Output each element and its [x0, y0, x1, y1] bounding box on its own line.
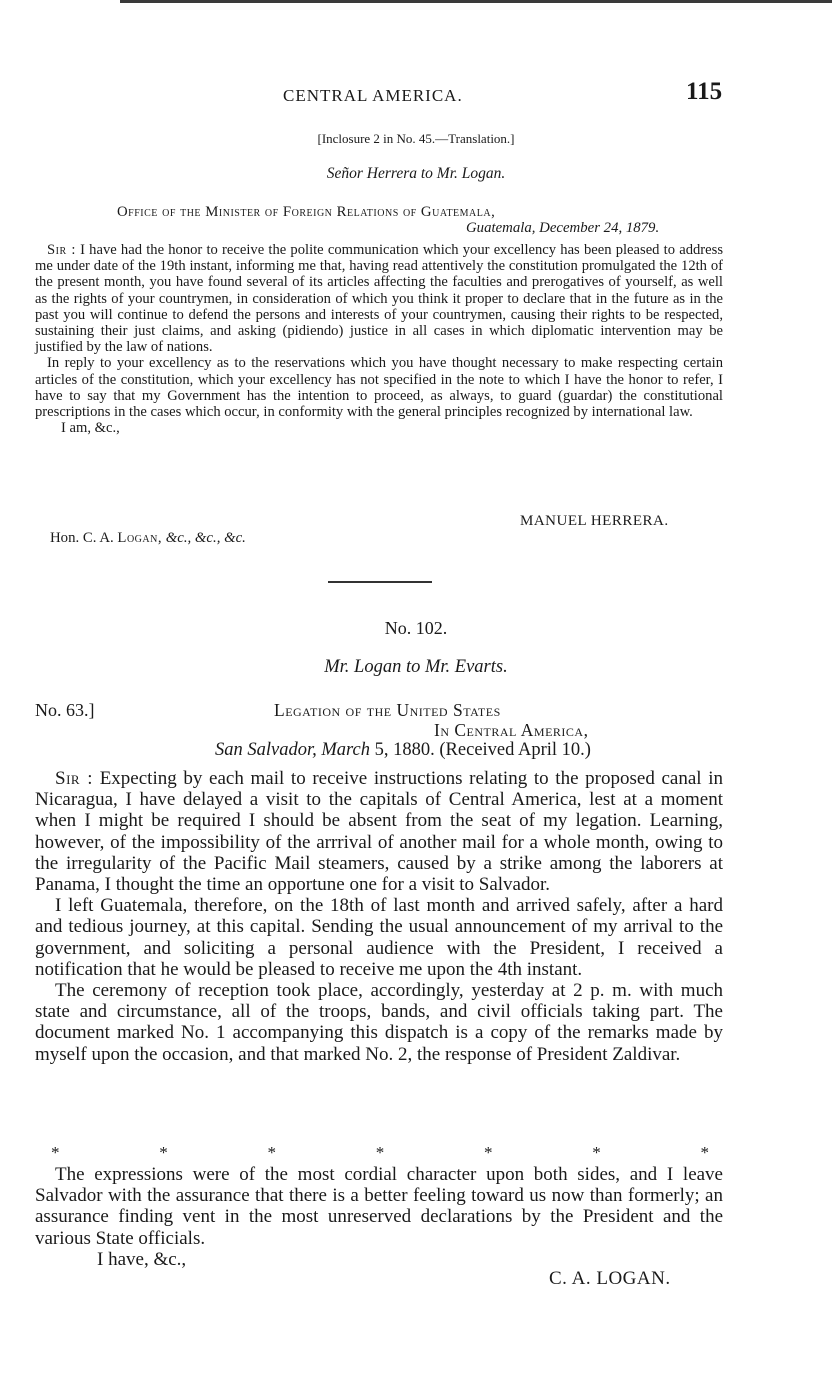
enclosure-note: [Inclosure 2 in No. 45.—Translation.] [317, 131, 515, 146]
running-header [0, 78, 832, 116]
paragraph-text: I left Guatemala, therefore, on the 18th of last month and arrived safely, after a hard and tedious journey, at this capital. Sending the usual announcement of my arrival to the government, and soliciting a personal audience with the President, I received a notification that he would be pleased to receive me upon the 4th instant. [35, 895, 723, 980]
dispatch-paragraph [35, 768, 723, 895]
dateline-place: Guatemala, [466, 220, 536, 236]
star: * [700, 1143, 709, 1162]
enclosure-heading: Señor Herrera to Mr. Logan. [326, 165, 506, 182]
addressee-line [50, 530, 246, 547]
dispatch-dateline [215, 740, 591, 761]
addressee-prefix: Hon. C. A. [50, 530, 114, 546]
dispatch-signature: C. A. LOGAN. [549, 1268, 671, 1289]
received-note: (Received April 10.) [439, 740, 591, 760]
enclosure-paragraph [35, 242, 723, 355]
running-title: CENTRAL AMERICA. [283, 86, 463, 105]
salutation: Sir : [55, 768, 94, 789]
dateline-month: March [321, 740, 371, 760]
dispatch-body [35, 768, 723, 1065]
dateline-date: December 24, 1879. [539, 220, 660, 236]
office-line: Office of the Minister of Foreign Relations of Guatemala, [117, 204, 496, 220]
paragraph-text: The ceremony of reception took place, accordingly, yesterday at 2 p. m. with much state and circumstance, all of the troops, bands, and civil officials taking part. The document marked No. 1 accompanying this dispatch is a copy of the remarks made by myself upon the occasion, and that marked No. 2, the response of President Zaldivar. [35, 980, 723, 1065]
dispatch-final [35, 1164, 723, 1270]
section-divider [328, 581, 432, 583]
paragraph-text: I have had the honor to receive the polite communication which your excellency has been pleased to address me under date of the 19th instant, informing me that, having read attentively the constitution promulgated the 12th of the present month, you have found several of its articles affecting the faculties and prerogatives of yourself, as well as the rights of your countrymen, in consideration of which you think it proper to declare that in the future as in the past you will continue to defend the persons and interests of your countrymen, causing their rights to be respected, sustaining their just claims, and asking (pidiendo) justice in all cases in which diplomatic intervention may be justified by the law of nations. [35, 242, 723, 356]
addressee-name: Logan, [117, 530, 163, 546]
enclosure-dateline [466, 220, 659, 237]
star: * [159, 1143, 168, 1162]
page-number: 115 [686, 78, 723, 105]
enclosure-signature: MANUEL HERRERA. [520, 513, 669, 529]
enclosure-paragraph [35, 355, 723, 420]
paragraph-text: In reply to your excellency as to the reservations which you have thought necessary to make respecting certain articles of the constitution, which your excellency has not specified in the note to which I have the honor to refer, I have to say that my Government has the intention to proceed, as always, to guard (guardar) the constitutional prescriptions in the cases which occur, in conformity with the general principles recognized by international law. [35, 355, 723, 421]
dispatch-paragraph [35, 980, 723, 1065]
paragraph-text: Expecting by each mail to receive instructions relating to the proposed canal in Nicaragua, I have delayed a visit to the capitals of Central America, lest at a moment when I might be required I should be absent from the seat of my legation. Learning, however, of the impossibility of the arrrival of another mail for a whole month, owing to the irregularity of the Pacific Mail steamers, caused by a strike among the laborers at Panama, I thought the time an opportune one for a visit to Salvador. [35, 768, 724, 896]
star: * [51, 1143, 60, 1162]
enclosure-body [35, 242, 723, 436]
dateline-place: San Salvador, [215, 740, 317, 760]
closing-line: I am, &c., [61, 420, 120, 437]
closing-line: I have, &c., [97, 1248, 187, 1270]
dispatch-number: No. 102. [384, 618, 448, 638]
dateline-day: 5, 1880. [374, 740, 435, 760]
top-border-rule [120, 0, 832, 3]
dispatch-heading: Mr. Logan to Mr. Evarts. [324, 657, 508, 677]
star: * [484, 1143, 493, 1162]
legation-line-1: Legation of the United States [274, 700, 501, 720]
salutation: Sir : [47, 242, 76, 258]
legation-line-2: In Central America, [434, 720, 589, 740]
addressee-suffix: &c., &c., &c. [165, 530, 246, 546]
ref-number: No. 63.] [35, 700, 95, 720]
star: * [592, 1143, 601, 1162]
dispatch-paragraph: The expressions were of the most cordial character upon both sides, and I leave Salvador with the assurance that there is a better feeling toward us now than formerly; an assurance finding vent in the most unreserved declarations by the President and the various State officials. [35, 1164, 723, 1249]
star: * [267, 1143, 276, 1162]
star: * [375, 1143, 385, 1162]
omission-stars [35, 1143, 723, 1163]
dispatch-paragraph [35, 895, 723, 980]
